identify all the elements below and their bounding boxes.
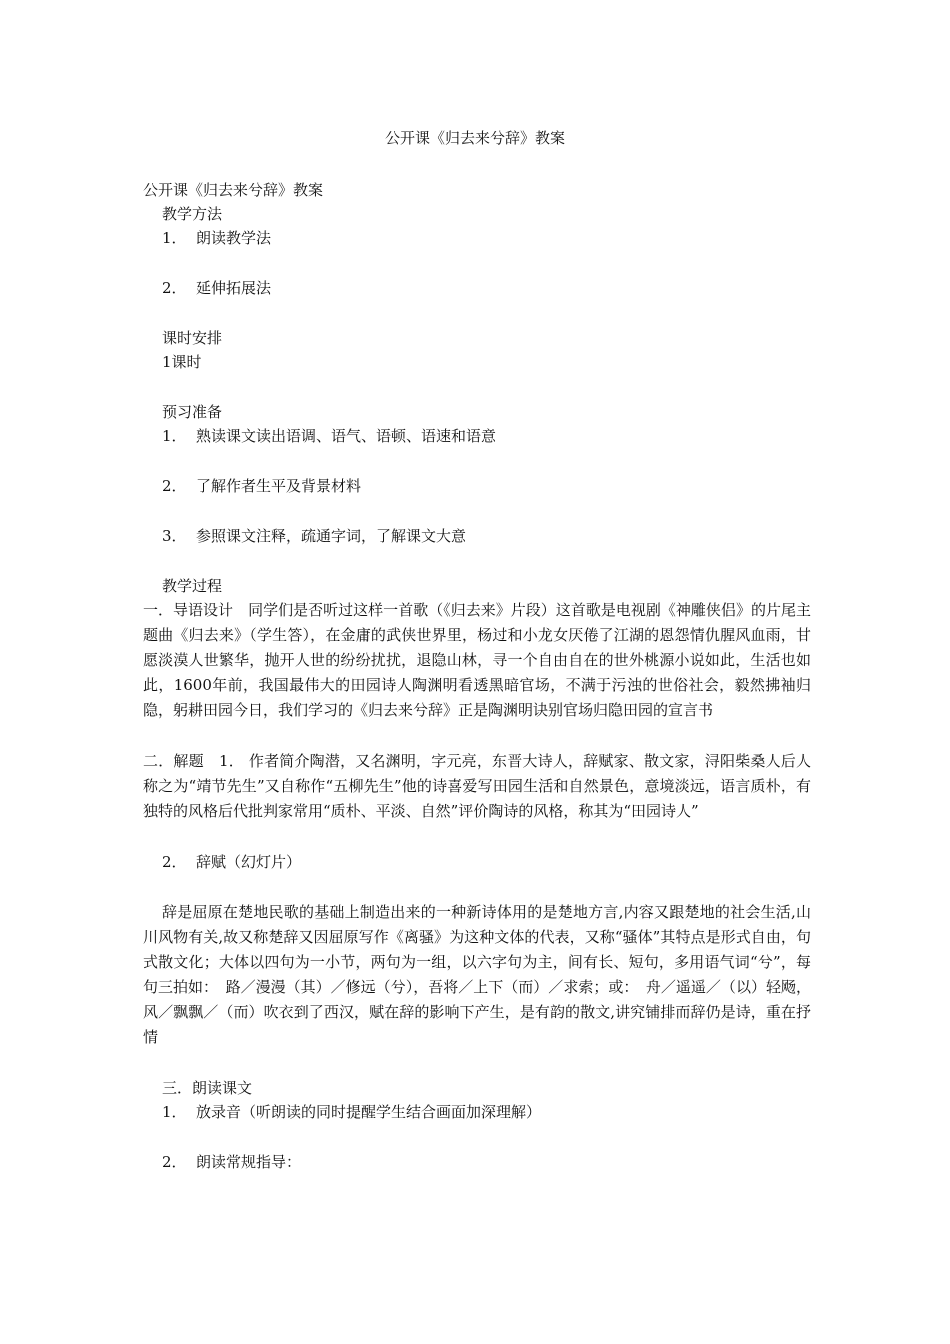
methods-heading: 教学方法	[162, 205, 223, 223]
sub-title: 公开课《归去来兮辞》教案	[143, 181, 324, 199]
item-text: 参照课文注释，疏通字词，了解课文大意	[196, 527, 467, 545]
intro-paragraph: 一．导语设计 同学们是否听过这样一首歌（《归去来》片段）这首歌是电视剧《神雕侠侣》的片尾主题曲《归去来》（学生答），在金庸的武侠世界里，杨过和小龙女厌倦了江湖的恩怨情仇腥风血雨，甘愿淡漠人世繁华，抛开人世的纷纷扰扰，退隐山林，寻一个自由自在的世外桃源小说如此，生活也如此，1600年前，我国最伟大的田园诗人陶渊明看透黑暗官场，不满于污浊的世俗社会，毅然拂袖归隐，躬耕田园今日，我们学习的《归去来兮辞》正是陶渊明诀别官场归隐田园的宣言书	[143, 601, 811, 719]
item-number: 2．	[162, 1153, 187, 1171]
item-number: 2．	[162, 477, 187, 495]
list-item	[143, 1100, 811, 1124]
item-number: 2．	[162, 279, 187, 297]
process-heading: 教学过程	[162, 577, 223, 595]
item-number: 2．	[162, 853, 187, 871]
item-text: 熟读课文读出语调、语气、语顿、语速和语意	[196, 427, 497, 445]
schedule-value: 1课时	[162, 353, 202, 371]
list-item	[143, 424, 811, 448]
list-item	[143, 524, 811, 548]
list-item	[143, 276, 811, 300]
item-text: 放录音（听朗读的同时提醒学生结合画面加深理解）	[196, 1103, 542, 1121]
reading-heading: 三．朗读课文	[162, 1079, 253, 1097]
item-number: 3．	[162, 527, 187, 545]
document-body	[143, 178, 811, 1174]
list-item	[143, 1150, 811, 1174]
document-title: 公开课《归去来兮辞》教案	[384, 129, 565, 147]
item-number: 1．	[162, 427, 187, 445]
item-text: 辞赋（幻灯片）	[196, 853, 302, 871]
list-item	[143, 850, 811, 874]
item-number: 1．	[162, 229, 187, 247]
prep-heading: 预习准备	[162, 403, 223, 421]
item-number: 1．	[162, 1103, 187, 1121]
explain-paragraph: 二．解题 1． 作者简介陶潜，又名渊明，字元亮，东晋大诗人，辞赋家、散文家，浔阳柴桑人后人称之为“靖节先生”又自称作“五柳先生”他的诗喜爱写田园生活和自然景色，意境淡远，语言质朴，有独特的风格后代批判家常用“质朴、平淡、自然”评价陶诗的风格，称其为“田园诗人”	[143, 752, 811, 820]
item-text: 延伸拓展法	[196, 279, 272, 297]
list-item	[143, 226, 811, 250]
item-text: 朗读常规指导：	[196, 1153, 302, 1171]
item-text: 了解作者生平及背景材料	[196, 477, 362, 495]
list-item	[143, 474, 811, 498]
cifu-paragraph: 辞是屈原在楚地民歌的基础上制造出来的一种新诗体用的是楚地方言,内容又跟楚地的社会生活,山川风物有关,故又称楚辞又因屈原写作《离骚》为这种文体的代表，又称“骚体”其特点是形式自由，句式散文化；大体以四句为一小节，两句为一组，以六字句为主，间有长、短句，多用语气词“兮”，每句三拍如： 路／漫漫（其）／修远（兮），吾将／上下（而）／求索；或： 舟／遥遥／（以）轻飏，风／飘飘／（而）吹衣到了西汉，赋在辞的影响下产生，是有韵的散文,讲究铺排而辞仍是诗，重在抒情	[143, 903, 811, 1046]
item-text: 朗读教学法	[196, 229, 272, 247]
schedule-heading: 课时安排	[162, 329, 223, 347]
